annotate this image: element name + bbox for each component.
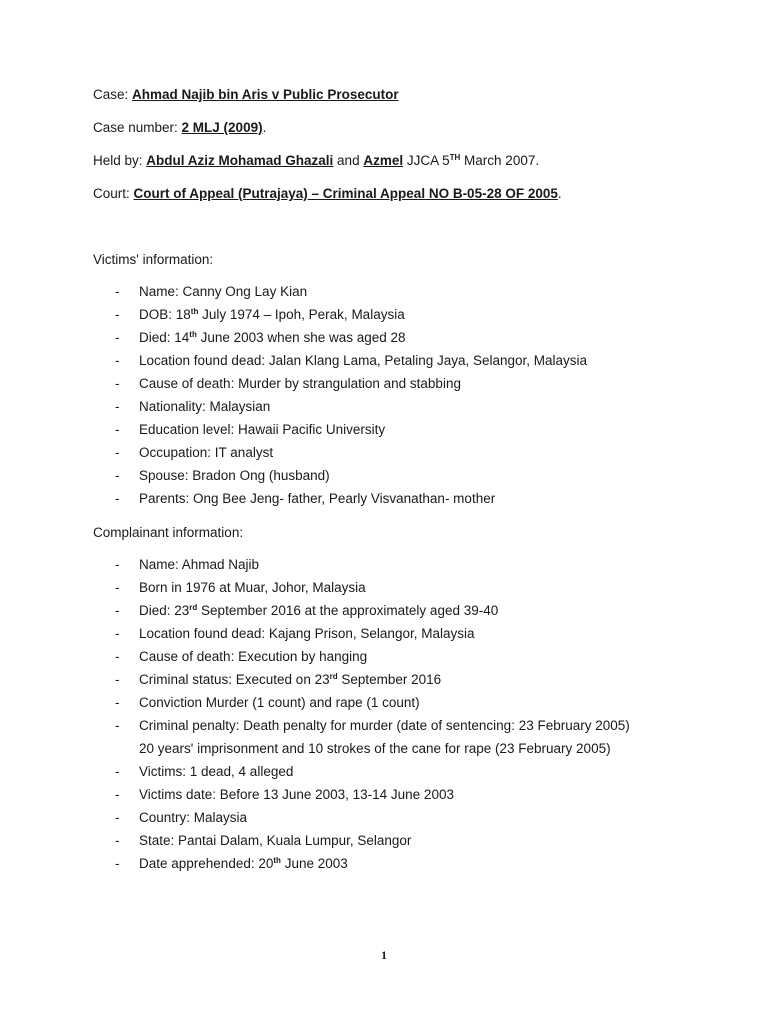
list-item-text: Conviction Murder (1 count) and rape (1 count)	[139, 695, 420, 710]
court-label: Court:	[93, 186, 134, 201]
held-by-rest: JJCA 5	[403, 153, 450, 168]
page-number: 1	[381, 948, 387, 962]
ordinal-suffix: rd	[329, 672, 338, 681]
list-item-text: Victims date: Before 13 June 2003, 13-14 June 2003	[139, 787, 454, 802]
list-item-text	[139, 329, 406, 347]
list-item-text-part: Date apprehended: 20	[139, 856, 274, 871]
bullet-dash: -	[115, 603, 120, 618]
victims-heading: Victims' information:	[93, 252, 214, 267]
list-item-text	[139, 306, 405, 324]
ordinal-suffix: th	[273, 856, 281, 865]
list-item-text: Cause of death: Murder by strangulation and stabbing	[139, 376, 461, 391]
court-value: Court of Appeal (Putrajaya) – Criminal Appeal NO B-05-28 OF 2005	[133, 186, 558, 201]
court-suffix: .	[557, 186, 562, 201]
list-item-text: Born in 1976 at Muar, Johor, Malaysia	[139, 580, 366, 595]
penalty-continuation: 20 years' imprisonment and 10 strokes of the cane for rape (23 February 2005)	[139, 741, 611, 756]
list-item-text-part: June 2003 when she was aged 28	[196, 330, 406, 345]
bullet-dash: -	[115, 445, 120, 460]
bullet-dash: -	[115, 491, 120, 506]
bullet-dash: -	[115, 764, 120, 779]
court-line	[93, 185, 562, 203]
list-item-text-part: June 2003	[280, 856, 348, 871]
bullet-dash: -	[115, 422, 120, 437]
held-by-line	[93, 152, 539, 170]
bullet-dash: -	[115, 468, 120, 483]
bullet-dash: -	[115, 649, 120, 664]
bullet-dash: -	[115, 833, 120, 848]
bullet-dash: -	[115, 399, 120, 414]
list-item-text: Nationality: Malaysian	[139, 399, 271, 414]
list-item-text-part: Criminal status: Executed on 23	[139, 672, 330, 687]
list-item-text: Victims: 1 dead, 4 alleged	[139, 764, 294, 779]
ordinal-suffix: rd	[189, 603, 198, 612]
list-item-text: Name: Ahmad Najib	[139, 557, 260, 572]
bullet-dash: -	[115, 284, 120, 299]
ordinal-suffix: th	[189, 330, 197, 339]
list-item-text: Location found dead: Kajang Prison, Selangor, Malaysia	[139, 626, 475, 641]
list-item-text	[139, 602, 498, 620]
list-item-text: Spouse: Bradon Ong (husband)	[139, 468, 330, 483]
case-label: Case:	[93, 87, 133, 102]
bullet-dash: -	[115, 376, 120, 391]
list-item-text-part: Died: 23	[139, 603, 190, 618]
list-item-text-part: DOB: 18	[139, 307, 191, 322]
bullet-dash: -	[115, 353, 120, 368]
list-item-text	[139, 855, 348, 873]
list-item-text: Country: Malaysia	[139, 810, 248, 825]
case-title: Ahmad Najib bin Aris v Public Prosecutor	[132, 87, 399, 102]
list-item-text	[139, 671, 441, 689]
judge-2: Azmel	[363, 153, 404, 168]
list-item-text: Location found dead: Jalan Klang Lama, Petaling Jaya, Selangor, Malaysia	[139, 353, 588, 368]
list-item-text: Criminal penalty: Death penalty for murder (date of sentencing: 23 February 2005)	[139, 718, 630, 733]
list-item-text: Occupation: IT analyst	[139, 445, 274, 460]
case-number-label: Case number:	[93, 120, 182, 135]
list-item-text-part: Died: 14	[139, 330, 190, 345]
list-item-text: Cause of death: Execution by hanging	[139, 649, 368, 664]
case-number-suffix: .	[262, 120, 267, 135]
bullet-dash: -	[115, 307, 120, 322]
list-item-text: State: Pantai Dalam, Kuala Lumpur, Selangor	[139, 833, 412, 848]
bullet-dash: -	[115, 557, 120, 572]
bullet-dash: -	[115, 810, 120, 825]
bullet-dash: -	[115, 330, 120, 345]
bullet-dash: -	[115, 626, 120, 641]
case-number-value: 2 MLJ (2009)	[181, 120, 263, 135]
bullet-dash: -	[115, 856, 120, 871]
case-line	[93, 86, 399, 104]
list-item-text: Education level: Hawaii Pacific University	[139, 422, 386, 437]
held-by-label: Held by:	[93, 153, 147, 168]
list-item-text: Parents: Ong Bee Jeng- father, Pearly Visvanathan- mother	[139, 491, 496, 506]
list-item-text: Name: Canny Ong Lay Kian	[139, 284, 308, 299]
case-number-line	[93, 119, 266, 137]
ordinal-suffix: th	[190, 307, 199, 316]
held-by-sup: TH	[449, 153, 461, 162]
judge-1: Abdul Aziz Mohamad Ghazali	[146, 153, 334, 168]
bullet-dash: -	[115, 718, 120, 733]
bullet-dash: -	[115, 787, 120, 802]
bullet-dash: -	[115, 580, 120, 595]
held-by-date: March 2007.	[460, 153, 540, 168]
list-item-text-part: September 2016 at the approximately aged 39-40	[197, 603, 499, 618]
complainant-heading: Complainant information:	[93, 525, 244, 540]
bullet-dash: -	[115, 672, 120, 687]
list-item-text-part: July 1974 – Ipoh, Perak, Malaysia	[198, 307, 405, 322]
bullet-dash: -	[115, 695, 120, 710]
held-by-and: and	[333, 153, 364, 168]
list-item-text-part: September 2016	[337, 672, 442, 687]
